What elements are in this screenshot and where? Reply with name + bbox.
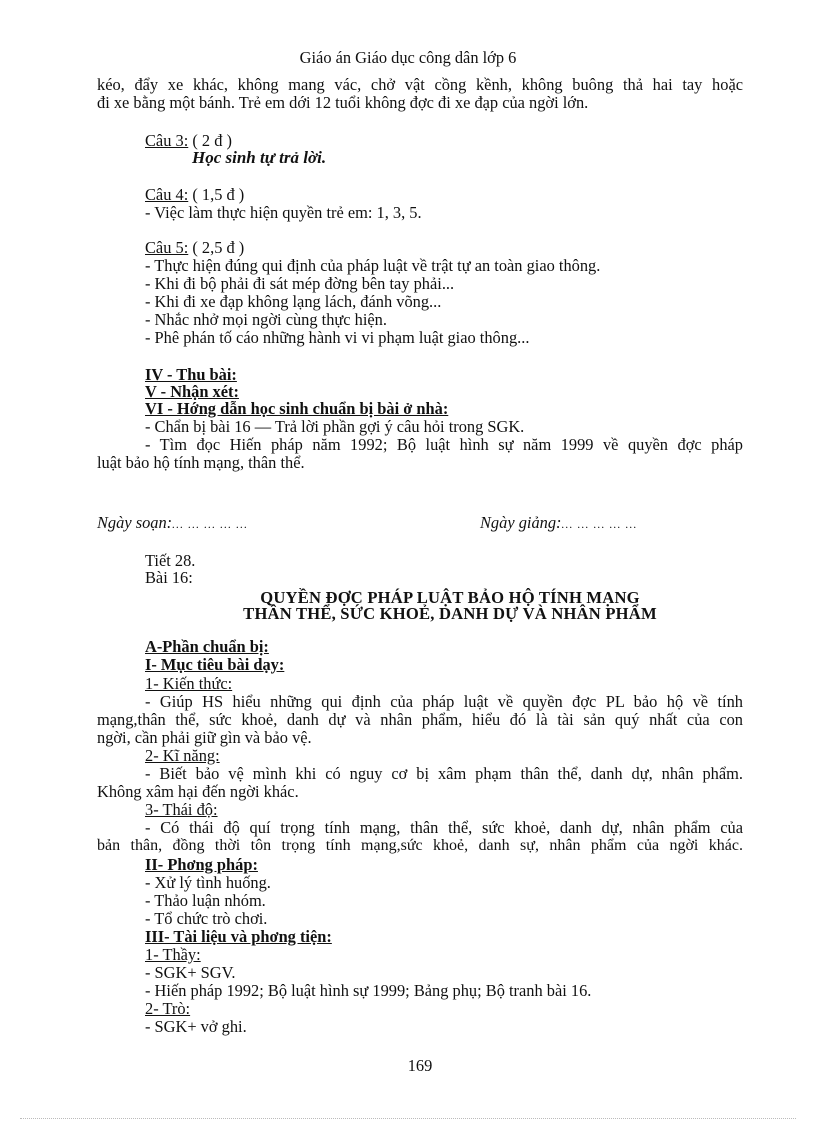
question-3-points: ( 2 đ ) <box>188 131 232 150</box>
question-5-points: ( 2,5 đ ) <box>188 238 245 257</box>
section-iv-heading: IV - Thu bài: <box>145 365 237 384</box>
teacher-item: - Hiến pháp 1992; Bộ luật hình sự 1999; Bảng phụ; Bộ tranh bài 16. <box>145 981 592 1000</box>
running-header: Giáo án Giáo dục công dân lớp 6 <box>299 48 517 67</box>
question-3-answer: Học sinh tự trả lời. <box>192 148 327 167</box>
lesson-title-line-1: QUYỀN ĐỢC PHÁP LUẬT BẢO HỘ TÍNH MẠNG <box>260 588 640 607</box>
question-5-item: - Thực hiện đúng qui định của pháp luật về trật tự an toàn giao thông. <box>145 256 601 275</box>
teacher-item: - SGK+ SGV. <box>145 963 236 982</box>
attitude-line: - Có thái độ quí trọng tính mạng, thân thể, sức khoẻ, danh dự, nhân phẩm của <box>145 818 743 837</box>
question-4 <box>145 185 244 204</box>
section-v-heading: V - Nhận xét: <box>145 382 239 401</box>
knowledge-line: ngời, cần phải giữ gìn và bảo vệ. <box>97 728 312 747</box>
method-item: - Thảo luận nhóm. <box>145 891 266 910</box>
knowledge-line: mạng,thân thể, sức khoẻ, danh dự và nhân phẩm, hiểu đó là tài sản quý nhất của con <box>97 710 743 729</box>
question-5-item: - Nhắc nhở mọi ngời cùng thực hiện. <box>145 310 387 329</box>
homework-item-cont: luật bảo hộ tính mạng, thân thể. <box>97 453 305 472</box>
date-taught-label: Ngày giảng: <box>480 513 562 532</box>
skill-label: 2- Kĩ năng: <box>145 746 220 765</box>
question-5 <box>145 238 244 257</box>
question-5-item: - Khi đi xe đạp không lạng lách, đánh võng... <box>145 292 442 311</box>
footer-dotted-rule <box>20 1118 796 1119</box>
intro-line-1: kéo, đẩy xe khác, không mang vác, chở vật cồng kềnh, không buông thả hai tay hoặc <box>97 75 743 94</box>
lesson-number: Bài 16: <box>145 568 193 587</box>
attitude-line: bản thân, đồng thời tôn trọng tính mạng,sức khoẻ, danh sự, nhân phẩm của ngời khác. <box>97 837 743 854</box>
attitude-label: 3- Thái độ: <box>145 800 218 819</box>
intro-line-2: đi xe bằng một bánh. Trẻ em dới 12 tuổi không đợc đi xe đạp của ngời lớn. <box>97 93 589 112</box>
question-4-answer: - Việc làm thực hiện quyền trẻ em: 1, 3, 5. <box>145 203 422 222</box>
method-item: - Tổ chức trò chơi. <box>145 909 268 928</box>
student-item: - SGK+ vở ghi. <box>145 1017 247 1036</box>
question-5-item: - Khi đi bộ phải đi sát mép đờng bên tay phải... <box>145 274 455 293</box>
student-label: 2- Trò: <box>145 999 191 1018</box>
question-3-label: Câu 3: <box>145 131 189 150</box>
question-5-label: Câu 5: <box>145 238 189 257</box>
section-iii-heading: III- Tài liệu và phơng tiện: <box>145 927 332 946</box>
question-4-points: ( 1,5 đ ) <box>188 185 245 204</box>
date-taught <box>480 513 638 534</box>
teacher-label: 1- Thầy: <box>145 945 201 964</box>
question-4-label: Câu 4: <box>145 185 189 204</box>
question-5-item: - Phê phán tố cáo những hành vi vi phạm luật giao thông... <box>145 328 530 347</box>
date-prepared-label: Ngày soạn: <box>97 513 173 532</box>
section-i-heading: I- Mục tiêu bài dạy: <box>145 655 285 674</box>
page-number: 169 <box>407 1056 433 1075</box>
lesson-period: Tiết 28. <box>145 551 196 570</box>
knowledge-label: 1- Kiến thức: <box>145 674 233 693</box>
method-item: - Xử lý tình huống. <box>145 873 271 892</box>
date-prepared-dots: ... ... ... ... ... <box>172 517 249 531</box>
lesson-title-line-2: THÂN THỂ, SỨC KHOẺ, DANH DỰ VÀ NHÂN PHẨM <box>243 604 657 623</box>
skill-line: Không xâm hại đến ngời khác. <box>97 782 299 801</box>
skill-line: - Biết bảo vệ mình khi có nguy cơ bị xâm phạm thân thể, danh dự, nhân phẩm. <box>145 764 743 783</box>
knowledge-line: - Giúp HS hiểu những qui định của pháp luật về quyền đợc PL bảo hộ về tính <box>145 692 743 711</box>
section-vi-heading: VI - Hớng dẫn học sinh chuẩn bị bài ở nhà: <box>145 399 449 418</box>
homework-item: - Tìm đọc Hiến pháp năm 1992; Bộ luật hình sự năm 1999 về quyền đợc pháp <box>145 435 743 454</box>
section-ii-heading: II- Phơng pháp: <box>145 855 258 874</box>
part-a-heading: A-Phần chuẩn bị: <box>145 637 269 656</box>
date-prepared <box>97 513 248 534</box>
date-taught-dots: ... ... ... ... ... <box>561 517 638 531</box>
homework-item: - Chẩn bị bài 16 — Trả lời phần gợi ý câu hỏi trong SGK. <box>145 417 525 436</box>
